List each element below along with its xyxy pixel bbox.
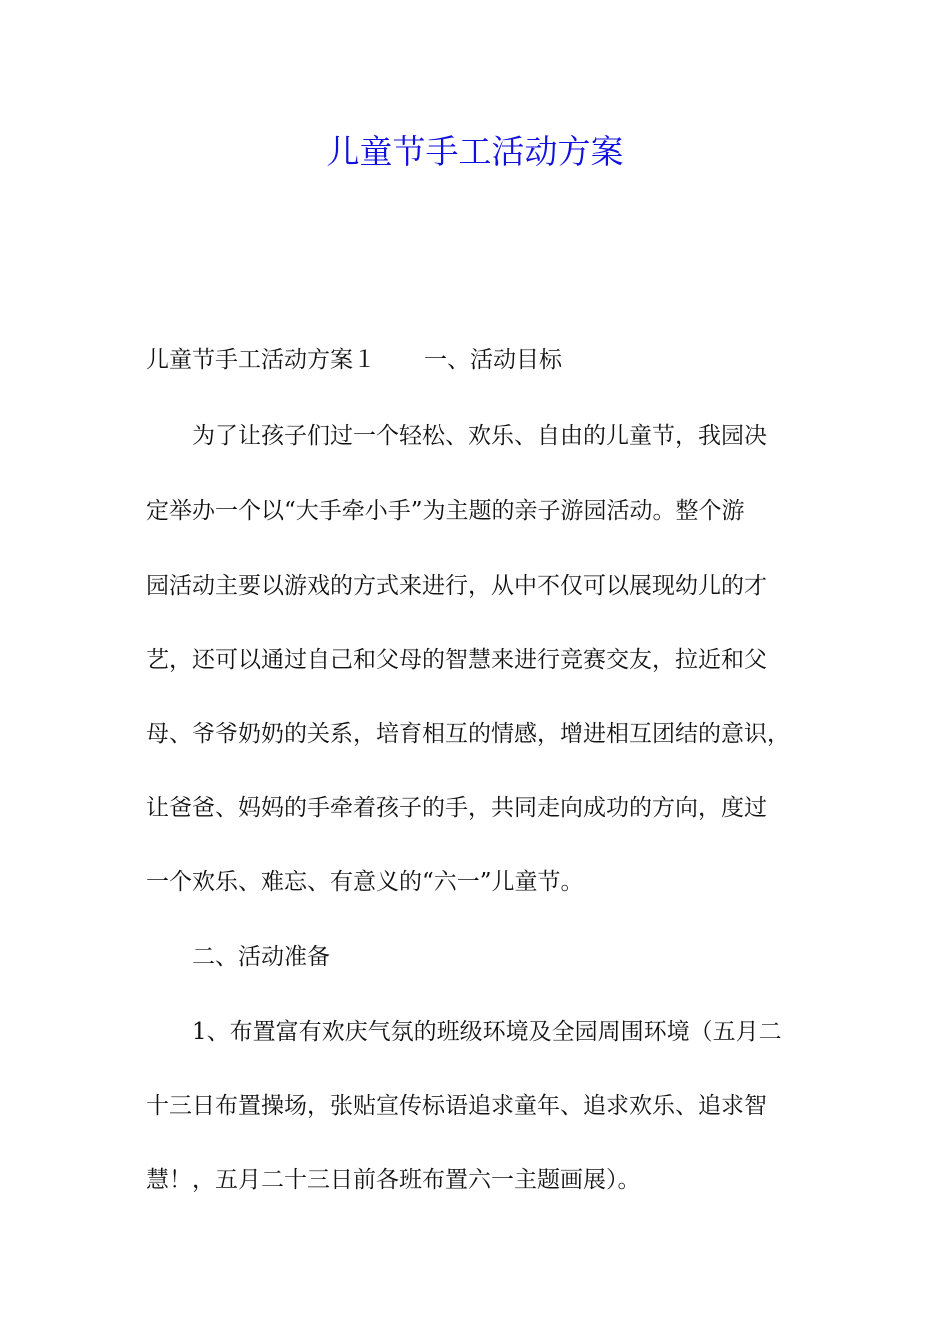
paragraph2-line: 慧！，五月二十三日前各班布置六一主题画展）。	[146, 1167, 641, 1193]
section-heading-preparation: 二、活动准备	[192, 944, 330, 970]
paragraph1-line: 为了让孩子们过一个轻松、欢乐、自由的儿童节，我园决	[192, 423, 767, 449]
paragraph1-line: 园活动主要以游戏的方式来进行，从中不仅可以展现幼儿的才	[146, 573, 767, 599]
paragraph1-line: 一个欢乐、难忘、有意义的“六一”儿童节。	[146, 869, 584, 895]
heading-line	[146, 343, 562, 377]
paragraph1-line: 母、爷爷奶奶的关系，培育相互的情感，增进相互团结的意识，	[146, 721, 790, 747]
paragraph1-line: 让爸爸、妈妈的手牵着孩子的手，共同走向成功的方向，度过	[146, 795, 767, 821]
section-heading-goals: 一、活动目标	[424, 347, 562, 373]
paragraph2-line: 十三日布置操场，张贴宣传标语追求童年、追求欢乐、追求智	[146, 1093, 767, 1119]
paragraph1-line: 定举办一个以“大手牵小手”为主题的亲子游园活动。整个游	[146, 498, 745, 524]
plan-subtitle: 儿童节手工活动方案１	[146, 347, 376, 373]
document-title: 儿童节手工活动方案	[326, 132, 624, 171]
paragraph2-line: 1、布置富有欢庆气氛的班级环境及全园周围环境（五月二	[192, 1019, 782, 1045]
paragraph1-line: 艺，还可以通过自己和父母的智慧来进行竞赛交友，拉近和父	[146, 647, 767, 673]
